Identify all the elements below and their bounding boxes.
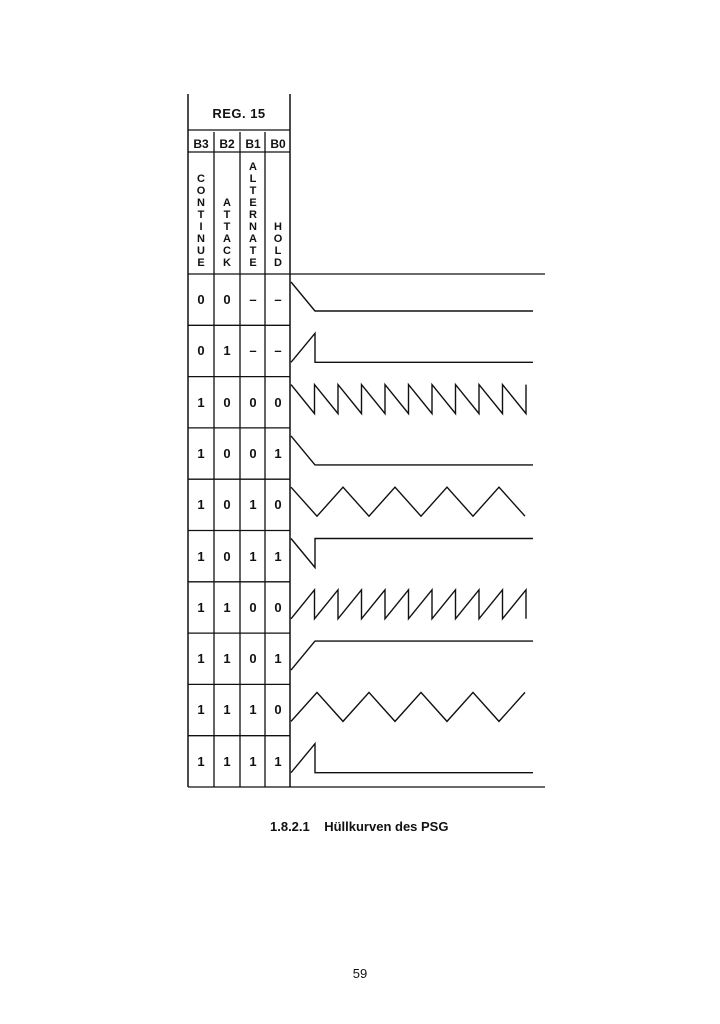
table-cell: 1: [274, 753, 282, 769]
envelope-waveform-attack-hold-low: [291, 744, 533, 773]
table-cell: 0: [197, 292, 205, 307]
envelope-waveform-decay-hold-low: [291, 282, 533, 311]
table-cell: 1: [249, 702, 257, 718]
bit-label-b1: B1: [245, 137, 261, 151]
envelope-waveform-sawtooth-up: [291, 590, 526, 619]
envelope-waveform-sawtooth-down: [291, 385, 526, 414]
envelope-waveform-triangle-up-first: [291, 692, 525, 721]
table-cell: 1: [197, 497, 205, 513]
table-cell: 1: [197, 702, 205, 718]
table-cell: 1: [223, 343, 231, 359]
table-cell: 0: [223, 394, 231, 410]
table-cell: 0: [249, 394, 257, 410]
table-cell: 0: [223, 292, 231, 307]
figure-caption: 1.8.2.1 Hüllkurven des PSG: [270, 819, 449, 834]
table-cell: 1: [274, 548, 282, 564]
table-cell: 1: [274, 445, 282, 461]
table-cell: 0: [249, 651, 257, 667]
table-cell: 1: [249, 497, 257, 513]
table-cell: 1: [197, 599, 205, 615]
table-cell: 1: [223, 702, 231, 718]
envelope-waveform-attack-hold-high: [291, 641, 533, 670]
table-cell: 0: [274, 497, 282, 513]
column-name-hold: H O L D: [273, 221, 283, 269]
table-cell: 0: [249, 445, 257, 461]
table-cell: 1: [197, 394, 205, 410]
bit-label-b2: B2: [219, 137, 235, 151]
column-name-attack: A T T A C K: [223, 197, 231, 269]
table-cell: 1: [223, 753, 231, 769]
envelope-waveform-attack-hold-low: [291, 333, 533, 362]
table-cell: –: [249, 343, 257, 359]
register-title: REG. 15: [212, 106, 266, 121]
envelope-waveform-decay-hold-high: [291, 539, 533, 568]
table-cell: 1: [223, 599, 231, 615]
page-number: 59: [352, 966, 368, 981]
table-cell: –: [249, 292, 257, 307]
table-cell: 0: [223, 548, 231, 564]
table-cell: 1: [197, 548, 205, 564]
table-cell: –: [274, 292, 282, 307]
table-cell: 0: [249, 599, 257, 615]
table-cell: 1: [249, 548, 257, 564]
table-cell: 1: [249, 753, 257, 769]
column-name-continue: C O N T I N U E: [196, 173, 206, 269]
table-cell: 1: [197, 753, 205, 769]
bit-label-b0: B0: [270, 137, 286, 151]
table-cell: 1: [197, 651, 205, 667]
table-cell: 0: [274, 599, 282, 615]
bit-label-b3: B3: [193, 137, 209, 151]
table-cell: 0: [274, 394, 282, 410]
table-cell: 0: [197, 343, 205, 359]
envelope-waveform-decay-hold-low: [291, 436, 533, 465]
envelope-waveform-triangle-down-first: [291, 487, 525, 516]
table-cell: 0: [223, 497, 231, 513]
table-cell: 1: [223, 651, 231, 667]
column-name-alternate: A L T E R N A T E: [249, 161, 257, 269]
table-cell: 1: [274, 651, 282, 667]
table-cell: 0: [274, 702, 282, 718]
table-cell: –: [274, 343, 282, 359]
table-cell: 1: [197, 445, 205, 461]
table-cell: 0: [223, 445, 231, 461]
